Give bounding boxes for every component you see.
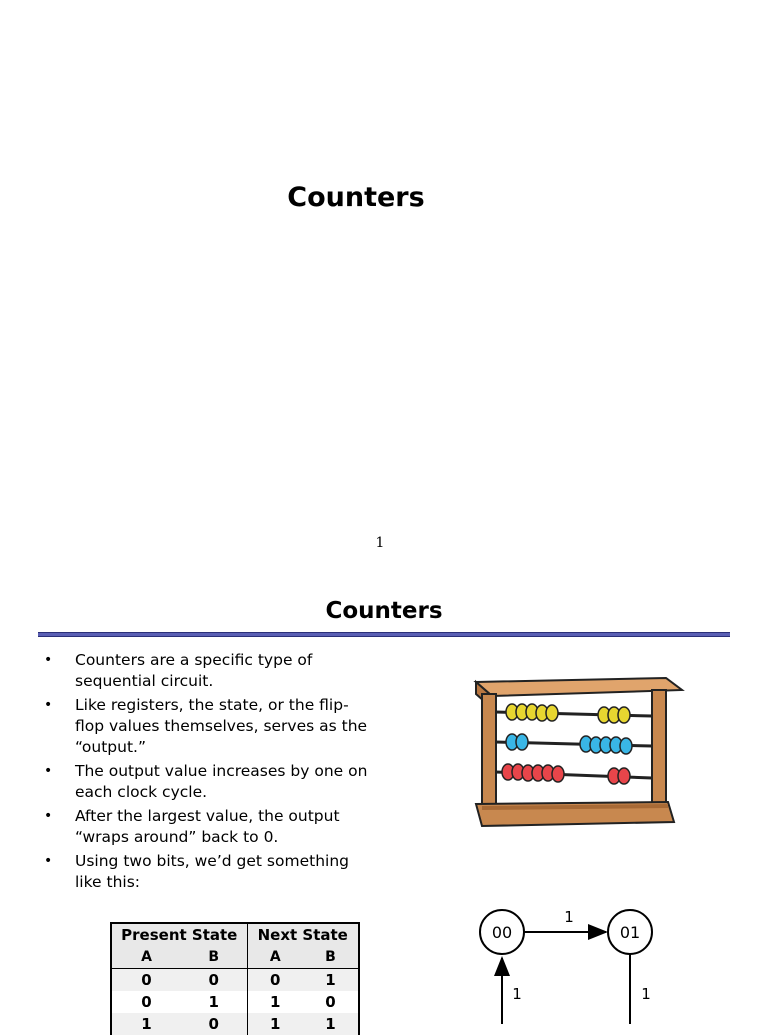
transition-00-to-01 [524,908,606,932]
table-cell: 0 [247,969,303,992]
state-table [110,922,360,1035]
table-row [111,969,359,992]
present-state-header: Present State [111,923,247,946]
bullet-dot-icon: • [44,853,53,869]
bullet-line: Counters are a specific type of [75,651,313,669]
table-cell: 1 [247,1013,303,1035]
state-node-01 [608,910,652,954]
bullet-dot-icon: • [44,763,53,779]
abacus-frame [476,678,682,826]
table-cell: 1 [181,991,247,1013]
table-cell: 1 [247,991,303,1013]
table-cell: 0 [303,991,359,1013]
bullet-line: Using two bits, we’d get something [75,852,349,870]
slide-title: Counters [325,598,443,624]
column-header: A [247,946,303,969]
transition-right-edge [630,954,651,1024]
table-cell: 1 [303,1013,359,1035]
bullet-item [44,695,384,758]
bullet-list [44,650,384,896]
bullet-line: sequential circuit. [75,672,214,690]
slide-title: Counters [287,182,425,213]
table-sub-header-row [111,946,359,969]
state-diagram [470,900,670,1024]
page-number: 1 [375,535,385,551]
bullet-line: “wraps around” back to 0. [75,828,279,846]
table-cell: 0 [111,991,181,1013]
bullet-item [44,851,384,893]
bullet-line: After the largest value, the output [75,807,340,825]
abacus-icon [468,668,686,834]
bullet-line: each clock cycle. [75,783,208,801]
bullet-line: The output value increases by one on [75,762,368,780]
bullet-line: “output.” [75,738,146,756]
state-label: 00 [491,923,513,942]
table-row [111,991,359,1013]
table-group-header-row [111,923,359,946]
table-cell: 0 [181,1013,247,1035]
table-cell: 0 [181,969,247,992]
table-cell: 0 [111,969,181,992]
title-divider [38,632,730,637]
bullet-item [44,650,384,692]
bullet-dot-icon: • [44,697,53,713]
table-cell: 1 [303,969,359,992]
bullet-line: Like registers, the state, or the flip- [75,696,349,714]
column-header: A [111,946,181,969]
state-label: 01 [619,923,641,942]
bullet-item [44,761,384,803]
table-row [111,1013,359,1035]
table-cell: 1 [111,1013,181,1035]
bullet-item [44,806,384,848]
edge-label: 1 [564,908,574,926]
edge-label: 1 [512,985,522,1003]
edge-label: 1 [641,985,651,1003]
bullet-dot-icon: • [44,652,53,668]
transition-left-edge [502,958,522,1024]
bullet-line: flop values themselves, serves as the [75,717,368,735]
bullet-line: like this: [75,873,141,891]
bullet-dot-icon: • [44,808,53,824]
state-node-00 [480,910,524,954]
column-header: B [181,946,247,969]
next-state-header: Next State [247,923,359,946]
column-header: B [303,946,359,969]
